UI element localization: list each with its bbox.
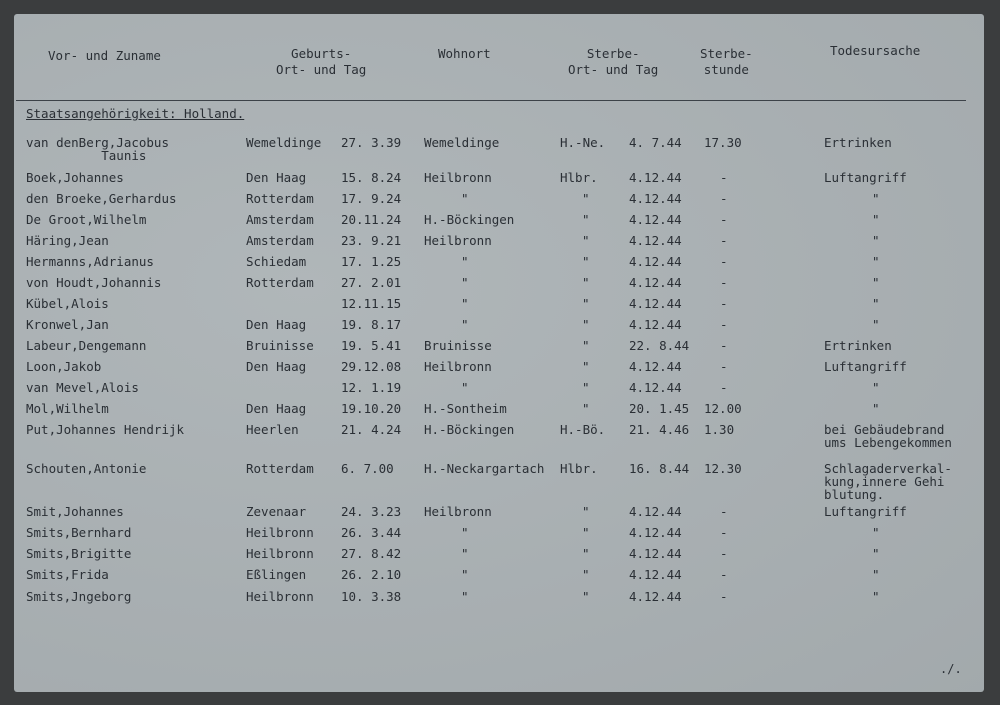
cell-hour: - <box>720 275 728 290</box>
cell-name: Häring,Jean <box>26 233 109 248</box>
header-birth: Geburts- Ort- und Tag <box>276 46 367 77</box>
cell-hour: - <box>720 233 728 248</box>
cell-cause: " <box>872 401 880 416</box>
cell-ddate: 4.12.44 <box>629 170 682 185</box>
cell-cause: Luftangriff <box>824 359 907 374</box>
cell-hour: 1.30 <box>704 422 735 437</box>
cell-cause: Schlagaderverkal- kung,innere Gehi blutung. <box>824 461 952 502</box>
cell-cause: Luftangriff <box>824 504 907 519</box>
cell-ddate: 20. 1.45 <box>629 401 690 416</box>
cell-dplace: " <box>582 338 590 353</box>
cell-hour: 17.30 <box>704 135 742 150</box>
cell-ddate: 4. 7.44 <box>629 135 682 150</box>
cell-bplace: Den Haag <box>246 359 307 374</box>
cell-ddate: 4.12.44 <box>629 254 682 269</box>
cell-bdate: 17. 9.24 <box>341 191 402 206</box>
cell-bplace: Zevenaar <box>246 504 307 519</box>
cell-hour: - <box>720 380 728 395</box>
cell-res: Heilbronn <box>424 359 492 374</box>
cell-dplace: Hlbr. <box>560 461 598 476</box>
cell-dplace: " <box>582 254 590 269</box>
cell-bplace: Amsterdam <box>246 212 314 227</box>
cell-ddate: 4.12.44 <box>629 525 682 540</box>
section-title: Staatsangehörigkeit: Holland. <box>26 106 245 121</box>
cell-res: Heilbronn <box>424 233 492 248</box>
cell-hour: - <box>720 254 728 269</box>
cell-dplace: " <box>582 525 590 540</box>
cell-dplace: H.-Ne. <box>560 135 606 150</box>
cell-cause: " <box>872 191 880 206</box>
cell-cause: " <box>872 567 880 582</box>
cell-bdate: 19. 8.17 <box>341 317 402 332</box>
cell-name: Smits,Jngeborg <box>26 589 132 604</box>
cell-res: " <box>461 589 469 604</box>
cell-ddate: 4.12.44 <box>629 504 682 519</box>
cell-bplace: Bruinisse <box>246 338 314 353</box>
cell-bdate: 15. 8.24 <box>341 170 402 185</box>
cell-res: " <box>461 567 469 582</box>
cell-bplace: Wemeldinge <box>246 135 322 150</box>
cell-res: H.-Böckingen <box>424 212 515 227</box>
cell-bdate: 12.11.15 <box>341 296 402 311</box>
cell-dplace: H.-Bö. <box>560 422 606 437</box>
cell-name: De Groot,Wilhelm <box>26 212 147 227</box>
cell-hour: - <box>720 589 728 604</box>
cell-cause: Luftangriff <box>824 170 907 185</box>
cell-hour: - <box>720 504 728 519</box>
header-residence: Wohnort <box>438 46 491 61</box>
cell-dplace: " <box>582 401 590 416</box>
cell-name: Labeur,Dengemann <box>26 338 147 353</box>
cell-name: Kronwel,Jan <box>26 317 109 332</box>
cell-cause: " <box>872 546 880 561</box>
cell-bdate: 12. 1.19 <box>341 380 402 395</box>
page-continuation-mark: ./. <box>940 662 962 676</box>
cell-bdate: 26. 3.44 <box>341 525 402 540</box>
cell-bplace: Rotterdam <box>246 275 314 290</box>
cell-cause: " <box>872 275 880 290</box>
cell-res: H.-Sontheim <box>424 401 507 416</box>
cell-hour: - <box>720 525 728 540</box>
cell-res: Heilbronn <box>424 504 492 519</box>
cell-res: " <box>461 275 469 290</box>
cell-name: van denBerg,Jacobus Taunis <box>26 135 169 163</box>
cell-bplace: Heilbronn <box>246 546 314 561</box>
header-death: Sterbe- Ort- und Tag <box>568 46 659 77</box>
cell-bdate: 19. 5.41 <box>341 338 402 353</box>
cell-cause: " <box>872 296 880 311</box>
cell-res: Heilbronn <box>424 170 492 185</box>
cell-res: " <box>461 380 469 395</box>
cell-ddate: 4.12.44 <box>629 275 682 290</box>
cell-ddate: 4.12.44 <box>629 546 682 561</box>
cell-bplace: Den Haag <box>246 317 307 332</box>
cell-bdate: 23. 9.21 <box>341 233 402 248</box>
cell-dplace: " <box>582 212 590 227</box>
cell-name: Hermanns,Adrianus <box>26 254 154 269</box>
cell-bdate: 24. 3.23 <box>341 504 402 519</box>
cell-res: " <box>461 525 469 540</box>
cell-dplace: " <box>582 567 590 582</box>
cell-bdate: 20.11.24 <box>341 212 402 227</box>
cell-name: Smits,Bernhard <box>26 525 132 540</box>
cell-res: " <box>461 546 469 561</box>
header-rule <box>16 100 966 101</box>
cell-ddate: 4.12.44 <box>629 296 682 311</box>
cell-res: " <box>461 254 469 269</box>
cell-cause: " <box>872 380 880 395</box>
document-sheet <box>14 14 984 692</box>
cell-hour: - <box>720 317 728 332</box>
cell-ddate: 4.12.44 <box>629 589 682 604</box>
cell-bplace: Heilbronn <box>246 589 314 604</box>
cell-hour: - <box>720 191 728 206</box>
cell-cause: Ertrinken <box>824 135 892 150</box>
cell-dplace: " <box>582 317 590 332</box>
cell-name: Schouten,Antonie <box>26 461 147 476</box>
cell-bplace: Schiedam <box>246 254 307 269</box>
cell-bdate: 26. 2.10 <box>341 567 402 582</box>
cell-name: den Broeke,Gerhardus <box>26 191 177 206</box>
cell-hour: - <box>720 296 728 311</box>
cell-name: Mol,Wilhelm <box>26 401 109 416</box>
cell-bplace: Heerlen <box>246 422 299 437</box>
cell-bdate: 6. 7.00 <box>341 461 394 476</box>
cell-cause: " <box>872 317 880 332</box>
cell-hour: - <box>720 170 728 185</box>
cell-res: " <box>461 317 469 332</box>
cell-hour: 12.00 <box>704 401 742 416</box>
cell-ddate: 4.12.44 <box>629 212 682 227</box>
cell-name: von Houdt,Johannis <box>26 275 162 290</box>
header-death-hour: Sterbe- stunde <box>700 46 753 77</box>
cell-bdate: 27. 3.39 <box>341 135 402 150</box>
cell-dplace: " <box>582 296 590 311</box>
cell-dplace: Hlbr. <box>560 170 598 185</box>
cell-dplace: " <box>582 191 590 206</box>
cell-bdate: 29.12.08 <box>341 359 402 374</box>
cell-name: Smit,Johannes <box>26 504 124 519</box>
cell-cause: " <box>872 212 880 227</box>
cell-cause: Ertrinken <box>824 338 892 353</box>
cell-dplace: " <box>582 546 590 561</box>
cell-bdate: 17. 1.25 <box>341 254 402 269</box>
cell-name: Smits,Frida <box>26 567 109 582</box>
cell-hour: - <box>720 567 728 582</box>
cell-name: Put,Johannes Hendrijk <box>26 422 185 437</box>
cell-dplace: " <box>582 275 590 290</box>
cell-bdate: 27. 2.01 <box>341 275 402 290</box>
cell-ddate: 22. 8.44 <box>629 338 690 353</box>
cell-ddate: 4.12.44 <box>629 191 682 206</box>
cell-bdate: 27. 8.42 <box>341 546 402 561</box>
cell-dplace: " <box>582 504 590 519</box>
cell-name: van Mevel,Alois <box>26 380 139 395</box>
cell-cause: bei Gebäudebrand ums Lebengekommen <box>824 422 952 450</box>
cell-ddate: 21. 4.46 <box>629 422 690 437</box>
cell-ddate: 4.12.44 <box>629 317 682 332</box>
cell-dplace: " <box>582 359 590 374</box>
cell-cause: " <box>872 233 880 248</box>
cell-dplace: " <box>582 233 590 248</box>
cell-ddate: 4.12.44 <box>629 359 682 374</box>
cell-hour: 12.30 <box>704 461 742 476</box>
cell-hour: - <box>720 546 728 561</box>
cell-bdate: 10. 3.38 <box>341 589 402 604</box>
cell-ddate: 4.12.44 <box>629 380 682 395</box>
cell-dplace: " <box>582 380 590 395</box>
cell-bplace: Eßlingen <box>246 567 307 582</box>
cell-res: " <box>461 296 469 311</box>
cell-bplace: Rotterdam <box>246 461 314 476</box>
cell-ddate: 4.12.44 <box>629 567 682 582</box>
cell-bplace: Den Haag <box>246 170 307 185</box>
cell-hour: - <box>720 359 728 374</box>
cell-bplace: Rotterdam <box>246 191 314 206</box>
cell-cause: " <box>872 525 880 540</box>
cell-res: Wemeldinge <box>424 135 500 150</box>
cell-name: Kübel,Alois <box>26 296 109 311</box>
cell-cause: " <box>872 589 880 604</box>
cell-cause: " <box>872 254 880 269</box>
cell-hour: - <box>720 212 728 227</box>
cell-ddate: 16. 8.44 <box>629 461 690 476</box>
cell-res: H.-Neckargartach <box>424 461 545 476</box>
header-cause: Todesursache <box>830 43 921 58</box>
cell-name: Boek,Johannes <box>26 170 124 185</box>
cell-name: Loon,Jakob <box>26 359 102 374</box>
cell-bplace: Den Haag <box>246 401 307 416</box>
cell-bdate: 21. 4.24 <box>341 422 402 437</box>
header-name: Vor- und Zuname <box>48 48 161 63</box>
cell-bdate: 19.10.20 <box>341 401 402 416</box>
cell-bplace: Heilbronn <box>246 525 314 540</box>
cell-bplace: Amsterdam <box>246 233 314 248</box>
cell-ddate: 4.12.44 <box>629 233 682 248</box>
cell-res: " <box>461 191 469 206</box>
cell-name: Smits,Brigitte <box>26 546 132 561</box>
cell-dplace: " <box>582 589 590 604</box>
cell-hour: - <box>720 338 728 353</box>
cell-res: Bruinisse <box>424 338 492 353</box>
cell-res: H.-Böckingen <box>424 422 515 437</box>
